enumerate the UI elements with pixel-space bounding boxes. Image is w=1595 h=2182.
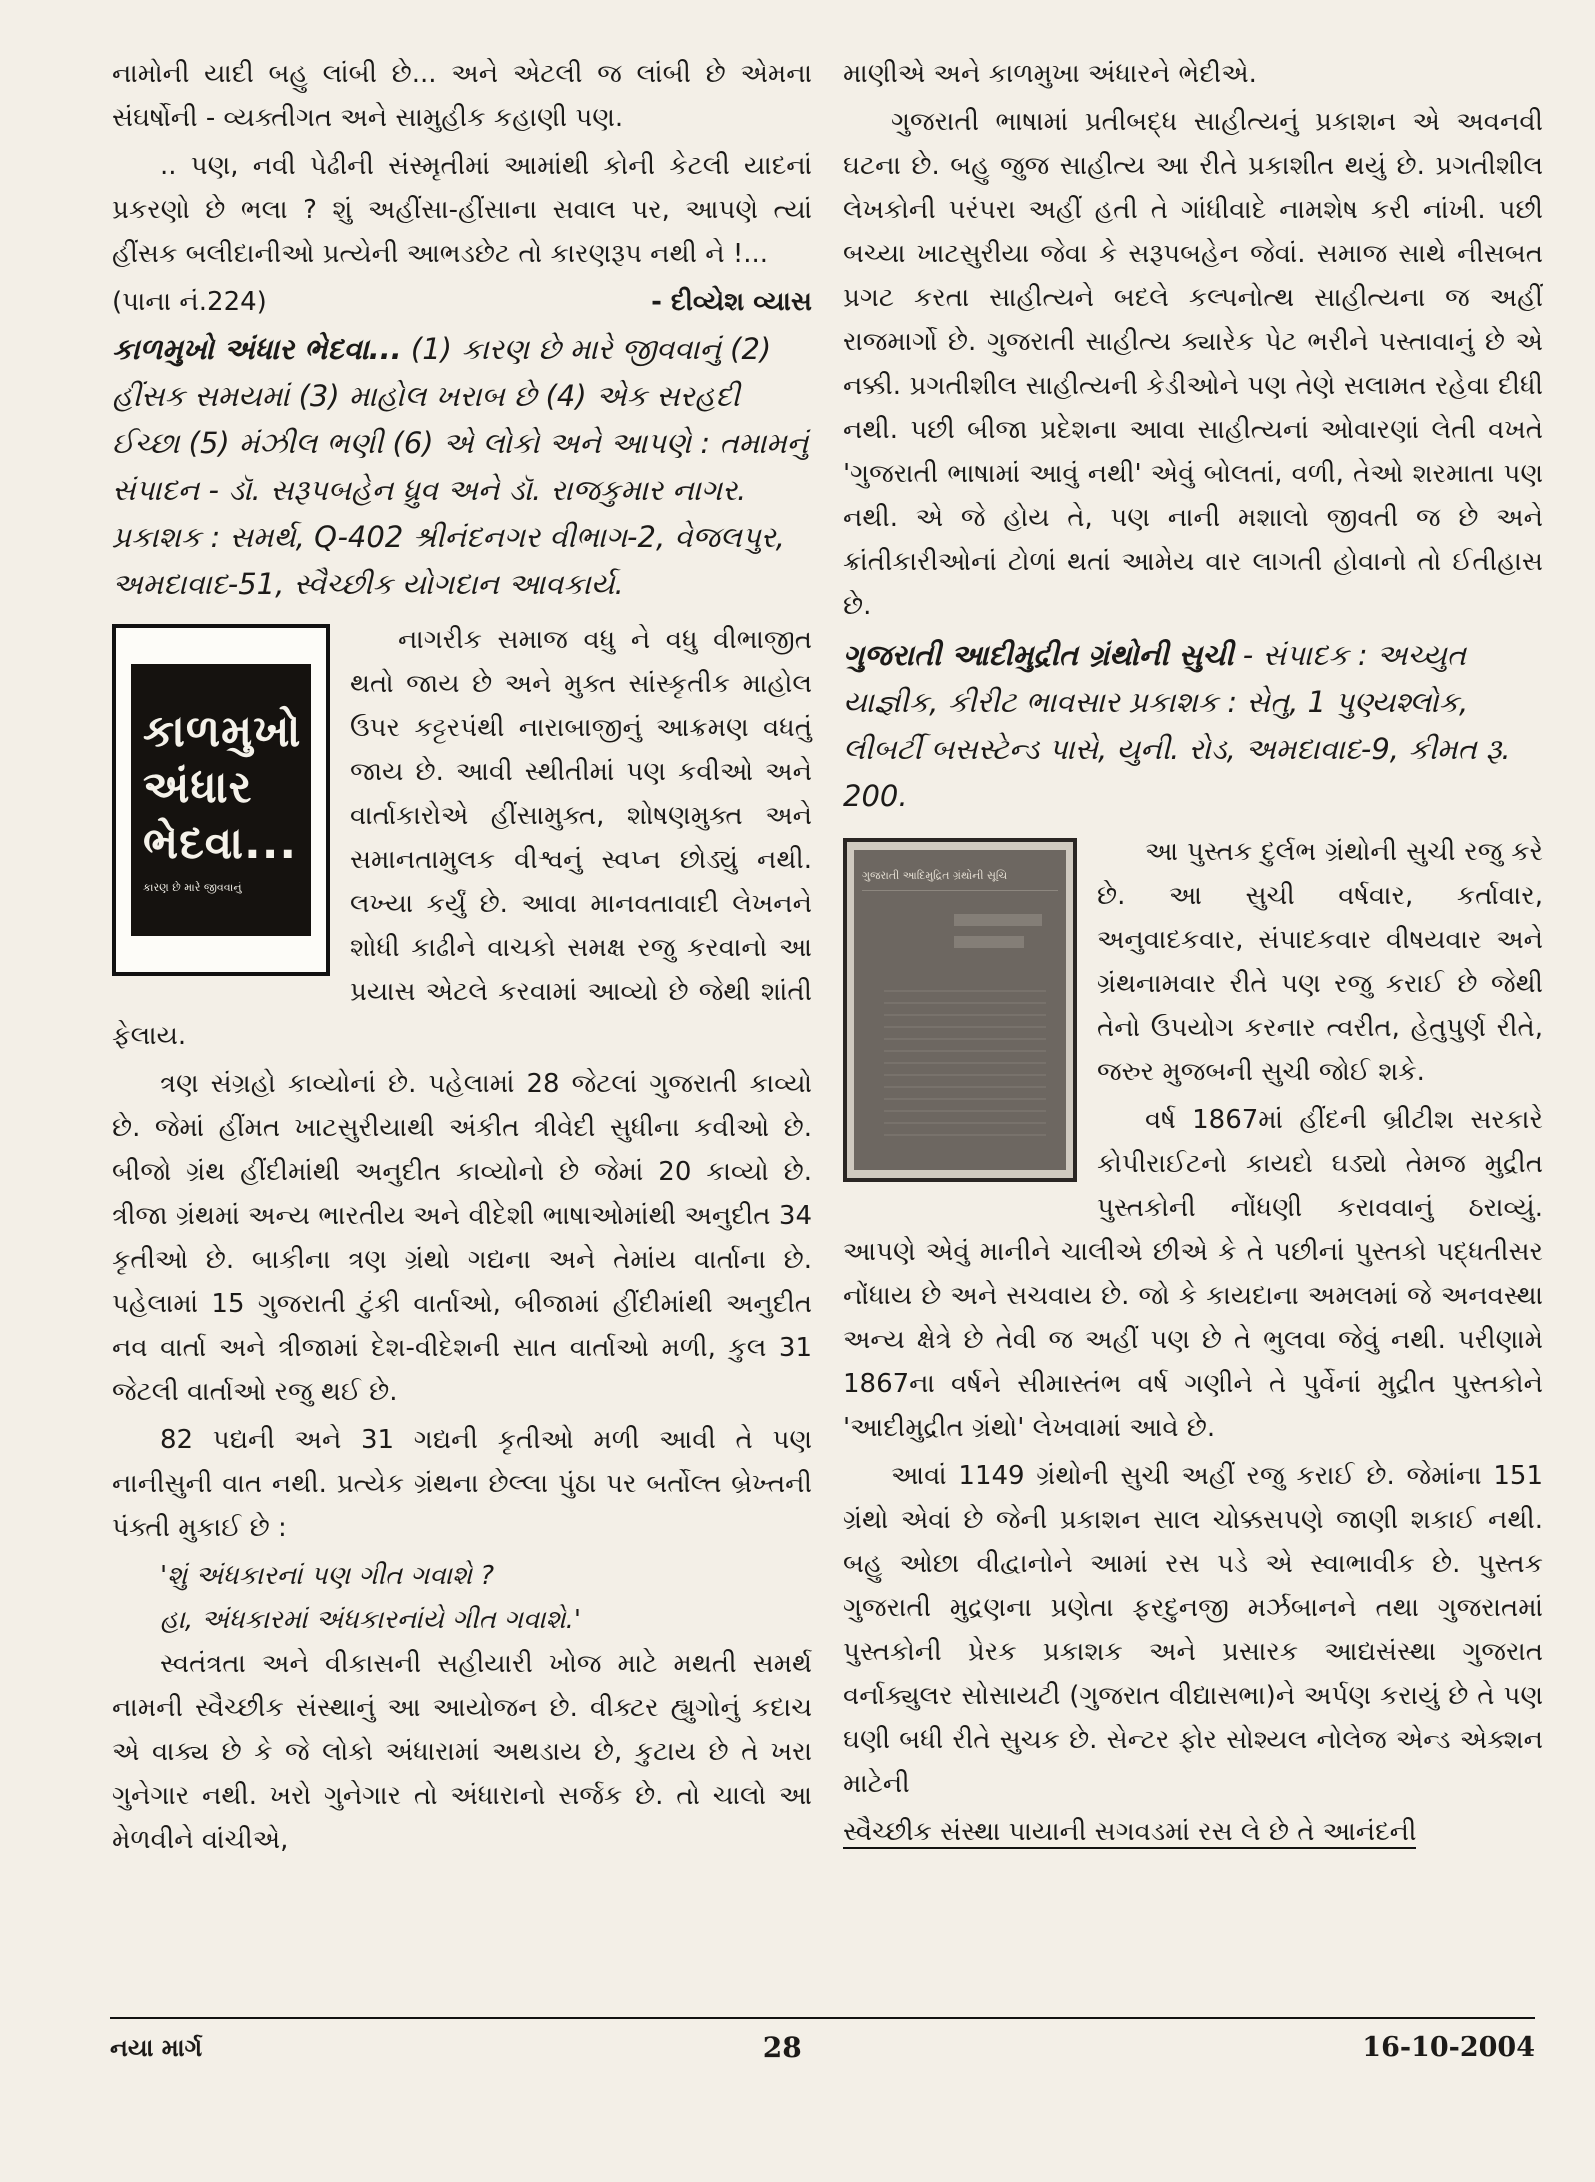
quote-line: હા, અંધકારમાં અંધકારનાંયે ગીત ગવાશે.': [160, 1605, 581, 1635]
book-title: કાળમુખો અંધાર ભેદવા...: [112, 332, 402, 366]
quote-line: 'શું અંધકારનાં પણ ગીત ગવાશે ?: [160, 1561, 495, 1591]
book-title: ગુજરાતી આદીમુદ્રીત ગ્રંથોની સુચી: [843, 638, 1234, 672]
cover-text-block: [954, 914, 1042, 926]
paragraph: વર્ષ 1867માં હીંદની બ્રીટીશ સરકારે કોપીરાઈટનો કાયદો ઘડ્યો તેમજ મુદ્રીત પુસ્તકોની નોંધણી કરાવવાનું ઠરાવ્યું. આપણે એવું માનીને ચાલીએ છીએ કે તે પછીનાં પુસ્તકો પદ્ધતીસર નોંધાય છે અને સચવાય છે. જો કે કાયદાના અમલમાં જે અનવસ્થા અન્ય ક્ષેત્રે છે તેવી જ અહીં પણ છે તે ભુલવા જેવું નથી. પરીણામે 1867ના વર્ષને સીમાસ્તંભ વર્ષ ગણીને તે પુર્વેનાં મુદ્રીત પુસ્તકોને 'આદીમુદ્રીત ગ્રંથો' લેખવામાં આવે છે.: [843, 1105, 1543, 1443]
issue-date: 16-10-2004: [1362, 2032, 1535, 2063]
paragraph: ગુજરાતી ભાષામાં પ્રતીબદ્ધ સાહીત્યનું પ્રકાશન એ અવનવી ઘટના છે. બહુ જુજ સાહીત્ય આ રીતે પ્રકાશીત થયું છે. પ્રગતીશીલ લેખકોની પરંપરા અહીં હતી તે ગાંધીવાદે નામશેષ કરી નાંખી. પછી બચ્યા ખાટસુરીયા જેવા કે સરૂપબહેન જેવાં. સમાજ સાથે નીસબત પ્રગટ કરતા સાહીત્યને બદલે કલ્પનોત્થ સાહીત્યના જ અહીં રાજમાર્ગો છે. ગુજરાતી સાહીત્ય ક્યારેક પેટ ભરીને પસ્તાવાનું છે એ નક્કી. પ્રગતીશીલ સાહીત્યની કેડીઓને પણ તેણે સલામત રહેવા દીધી નથી. પછી બીજા પ્રદેશના આવા સાહીત્યનાં ઓવારણાં લેતી વખતે 'ગુજરાતી ભાષામાં આવું નથી' એવું બોલતાં, વળી, તેઓ શરમાતા પણ નથી. એ જે હોય તે, પણ નાની મશાલો જીવતી જ છે અને ક્રાંતીકારીઓનાં ટોળાં થતાં આમેય વાર લાગતી હોવાનો તો ઈતીહાસ છે.: [843, 107, 1543, 621]
book-cover-image: [112, 624, 330, 976]
right-column: [843, 52, 1543, 2017]
cover-subtitle: કારણ છે મારે જીવવાનું: [143, 881, 242, 894]
paragraph: આવાં 1149 ગ્રંથોની સુચી અહીં રજુ કરાઈ છે. જેમાંના 151 ગ્રંથો એવાં છે જેની પ્રકાશન સાલ ચોક્કસપણે જાણી શકાઈ નથી. બહુ ઓછા વીદ્વાનોને આમાં રસ પડે એ સ્વાભાવીક છે. પુસ્તક ગુજરાતી મુદ્રણના પ્રણેતા ફરદુનજી મર્ઝબાનને તથા ગુજરાતમાં પુસ્તકોની પ્રેરક પ્રકાશક અને પ્રસારક આદ્યસંસ્થા ગુજરાત વર્નાક્યુલર સોસાયટી (ગુજરાત વીદ્યાસભા)ને અર્પણ કરાયું છે તે પણ ઘણી બધી રીતે સુચક છે. સેન્ટર ફોર સોશ્યલ નોલેજ એન્ડ એક્શન માટેની: [843, 1461, 1543, 1799]
left-column: [112, 52, 812, 2017]
book-cover-artwork: [854, 850, 1066, 1170]
book-details: (1) કારણ છે મારે જીવવાનું (2) હીંસક સમયમાં (3) માહોલ ખરાબ છે (4) એક સરહદી ઈચ્છા (5) મંઝીલ ભણી (6) એ લોકો અને આપણે : તમામનું સંપાદન - ડૉ. સરૂપબહેન ધ્રુવ અને ડૉ. રાજકુમાર નાગર. પ્રકાશક : સમર્થ, Q-402 શ્રીનંદનગર વીભાગ-2, વેજલપુર, અમદાવાદ-51, સ્વૈચ્છીક યોગદાન આવકાર્ય.: [112, 332, 809, 601]
book-review-heading: [843, 632, 1543, 820]
book-review-heading: [112, 326, 812, 608]
cover-title: ગુજરાતી આદિમુદ્રિત ગ્રંથોની સૂચિ: [862, 869, 1008, 882]
cover-texture: [884, 990, 1046, 1140]
paragraph: સ્વતંત્રતા અને વીકાસની સહીયારી ખોજ માટે મથતી સમર્થ નામની સ્વૈચ્છીક સંસ્થાનું આ આયોજન છે. વીક્ટર હ્યુગોનું કદાચ એ વાક્ય છે કે જે લોકો અંધારામાં અથડાય છે, કુટાય છે તે ખરા ગુનેગાર નથી. ખરો ગુનેગાર તો અંધારાનો સર્જક છે. તો ચાલો આ મેળવીને વાંચીએ,: [112, 1649, 812, 1855]
page-reference: (પાના નં.224): [112, 287, 267, 317]
page-footer: [110, 2017, 1535, 2064]
paragraph: નામોની યાદી બહુ લાંબી છે... અને એટલી જ લાંબી છે એમના સંઘર્ષોની - વ્યક્તીગત અને સામુહીક કહાણી પણ.: [112, 59, 812, 133]
paragraph: [843, 1810, 1543, 1854]
cover-rule: [862, 890, 1058, 891]
credit-line: [112, 280, 812, 324]
author-credit: - દીવ્યેશ વ્યાસ: [651, 287, 812, 317]
paragraph-last-line: સ્વૈચ્છીક સંસ્થા પાયાની સગવડમાં રસ લે છે તે આનંદની: [843, 1817, 1417, 1847]
book-details: - સંપાદક : અચ્યુત યાજ્ઞીક, કીરીટ ભાવસાર પ્રકાશક : સેતુ, 1 પુણ્યશ્લોક, લીબર્ટી બસસ્ટેન્ડ પાસે, યુની. રોડ, અમદાવાદ-9, કીમત રૂ. 200.: [843, 638, 1511, 813]
page-number: 28: [762, 2031, 802, 2064]
cover-title-line: ભેદવા...: [143, 818, 298, 869]
publication-name: નયા માર્ગ: [110, 2033, 203, 2062]
cover-title-line: કાળમુખો: [143, 706, 302, 757]
paragraph: .. પણ, નવી પેઢીની સંસ્મૃતીમાં આમાંથી કોની કેટલી યાદનાં પ્રકરણો છે ભલા ? શું અહીંસા-હીંસાના સવાલ પર, આપણે ત્યાં હીંસક બલીદાનીઓ પ્રત્યેની આભડછેટ તો કારણરૂપ નથી ને !...: [112, 151, 812, 269]
paragraph: આ પુસ્તક દુર્લભ ગ્રંથોની સુચી રજુ કરે છે. આ સુચી વર્ષવાર, કર્તાવાર, અનુવાદકવાર, સંપાદકવાર વીષયવાર અને ગ્રંથનામવાર રીતે પણ રજુ કરાઈ છે જેથી તેનો ઉપયોગ કરનાર ત્વરીત, હેતુપુર્ણ રીતે, જરુર મુજબની સુચી જોઈ શકે.: [1097, 837, 1543, 1087]
paragraph: માણીએ અને કાળમુખા અંધારને ભેદીએ.: [843, 59, 1257, 89]
book-cover-image: [843, 838, 1077, 1182]
book-cover-artwork: [131, 664, 311, 936]
paragraph: ત્રણ સંગ્રહો કાવ્યોનાં છે. પહેલામાં 28 જેટલાં ગુજરાતી કાવ્યો છે. જેમાં હીંમત ખાટસુરીયાથી અંકીત ત્રીવેદી સુધીના કવીઓ છે. બીજો ગ્રંથ હીંદીમાંથી અનુદીત કાવ્યોનો છે જેમાં 20 કાવ્યો છે. ત્રીજા ગ્રંથમાં અન્ય ભારતીય અને વીદેશી ભાષાઓમાંથી અનુદીત 34 કૃતીઓ છે. બાકીના ત્રણ ગ્રંથો ગદ્યના અને તેમાંય વાર્તાના છે. પહેલામાં 15 ગુજરાતી ટુંકી વાર્તાઓ, બીજામાં હીંદીમાંથી અનુદીત નવ વાર્તા અને ત્રીજામાં દેશ-વીદેશની સાત વાર્તાઓ મળી, કુલ 31 જેટલી વાર્તાઓ રજુ થઈ છે.: [112, 1069, 812, 1407]
paragraph: નાગરીક સમાજ વધુ ને વધુ વીભાજીત થતો જાય છે અને મુક્ત સાંસ્કૃતીક માહોલ ઉપર કટ્ટરપંથી નારાબાજીનું આક્રમણ વધતું જાય છે. આવી સ્થીતીમાં પણ કવીઓ અને વાર્તાકારોએ હીંસામુક્ત, શોષણમુક્ત અને સમાનતામુલક વીશ્વનું સ્વપ્ન છોડ્યું નથી. લખ્યા કર્યું છે. આવા માનવતાવાદી લેખનને શોધી કાઢીને વાચકો સમક્ષ રજુ કરવાનો આ પ્રયાસ એટલે કરવામાં આવ્યો છે જેથી શાંતી ફેલાય.: [112, 625, 812, 1051]
cover-title-line: અંધાર: [143, 762, 253, 813]
paragraph: 82 પદ્યની અને 31 ગદ્યની કૃતીઓ મળી આવી તે પણ નાનીસુની વાત નથી. પ્રત્યેક ગ્રંથના છેલ્લા પુંઠા પર બર્તોલ્ત બ્રેખ્તની પંક્તી મુકાઈ છે :: [112, 1425, 812, 1543]
cover-text-block: [954, 936, 1024, 948]
